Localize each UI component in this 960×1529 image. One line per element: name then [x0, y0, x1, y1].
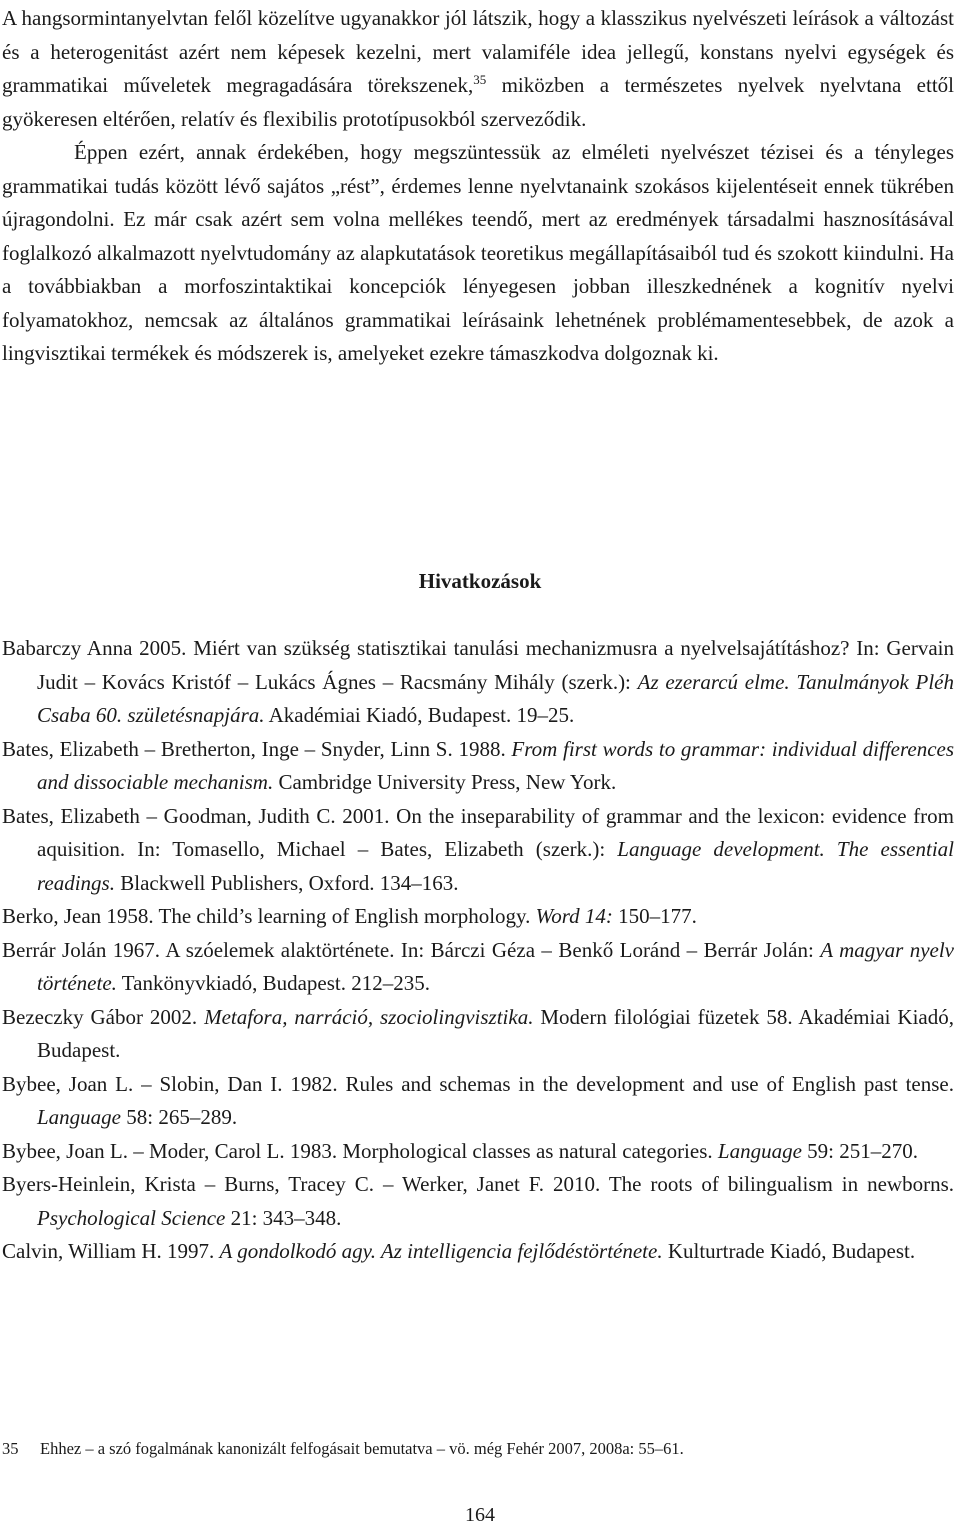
- section-heading: Hivatkozások: [418, 569, 542, 593]
- footnote: [2, 1437, 954, 1461]
- page-number: 164: [465, 1504, 495, 1526]
- paragraph-2: Éppen ezért, annak érdekében, hogy megszüntessük az elméleti nyelvészet tézisei és a tényleges grammatikai tudás között lévő sajátos „rést”, érdemes lenne nyelvtanaink szokásos kijelentéseit ennek tükrében újragondolni. Ez már csak azért sem volna mellékes teendő, mert az eredmények társadalmi hasznosításával foglalkozó alkalmazott nyelvtudomány az alapkutatások teoretikus megállapításaiból tud és szokott kiindulni. Ha a továbbiakban a morfoszintaktikai koncepciók lényegesen jobban illeszkednének a kognitív nyelvi folyamatokhoz, nemcsak az általános grammatikai leírásaink lehetnének problémamentesebbek, de azok a lingvisztikai termékek és módszerek is, amelyeket ezekre támaszkodva dolgoznak ki.: [2, 140, 954, 365]
- footnote-marker[interactable]: 35: [473, 72, 487, 87]
- footnote-text: Ehhez – a szó fogalmának kanonizált felfogásait bemutatva – vö. még Fehér 2007, 2008a: 55–61.: [40, 1439, 684, 1458]
- reference-item: Calvin, William H. 1997. A gondolkodó agy. Az intelligencia fejlődéstörténete. Kulturtrade Kiadó, Budapest.: [2, 1239, 916, 1263]
- reference-item: Bybee, Joan L. – Moder, Carol L. 1983. Morphological classes as natural categories. Language 59: 251–270.: [2, 1138, 918, 1163]
- reference-item: Berko, Jean 1958. The child’s learning of English morphology. Word 14: 150–177.: [2, 904, 697, 928]
- reference-item: Berrár Jolán 1967. A szóelemek alaktörténete. In: Bárczi Géza – Benkő Loránd – Berrár Jolán: A magyar nyelv története. Tankönyvkiadó, Budapest. 212–235.: [2, 937, 955, 995]
- reference-item: Babarczy Anna 2005. Miért van szükség statisztikai tanulási mechanizmusra a nyelvelsajátításhoz? In: Gervain Judit – Kovács Kristóf – Lukács Ágnes – Racsmány Mihály (szerk.): Az ezerarcú elme. Tanulmányok Pléh Csaba 60. születésnapjára. Akadémiai Kiadó, Budapest. 19–25.: [2, 636, 954, 727]
- reference-item: Bybee, Joan L. – Slobin, Dan I. 1982. Rules and schemas in the development and use of English past tense. Language 58: 265–289.: [2, 1071, 954, 1129]
- reference-item: Bates, Elizabeth – Bretherton, Inge – Snyder, Linn S. 1988. From first words to grammar: individual differences and dissociable mechanism. Cambridge University Press, New York.: [2, 736, 955, 794]
- reference-list: [2, 632, 954, 1269]
- reference-item: Byers-Heinlein, Krista – Burns, Tracey C. – Werker, Janet F. 2010. The roots of bilingualism in newborns. Psychological Science 21: 343–348.: [2, 1172, 954, 1230]
- reference-item: Bates, Elizabeth – Goodman, Judith C. 2001. On the inseparability of grammar and the lexicon: evidence from aquisition. In: Tomasello, Michael – Bates, Elizabeth (szerk.): Language development. The essential readings. Blackwell Publishers, Oxford. 134–163.: [2, 803, 955, 895]
- footnote-number: 35: [2, 1439, 19, 1458]
- paragraph-1: A hangsormintanyelvtan felől közelítve ugyanakkor jól látszik, hogy a klasszikus nyelvészeti leírások a változást és a heterogenitást azért nem képesek kezelni, mert valamiféle idea jellegű, konstans nyelvi egységek és grammatikai műveletek megragadására törekszenek,$^{35}$ miközben a természetes nyelvek nyelvtana ettől gyökeresen eltérően, relatív és flexibilis prototípusokból szerveződik.: [2, 6, 955, 131]
- reference-item: Bezeczky Gábor 2002. Metafora, narráció, szociolingvisztika. Modern filológiai füzetek 58. Akadémiai Kiadó, Budapest.: [2, 1004, 954, 1062]
- body-text: [2, 2, 954, 371]
